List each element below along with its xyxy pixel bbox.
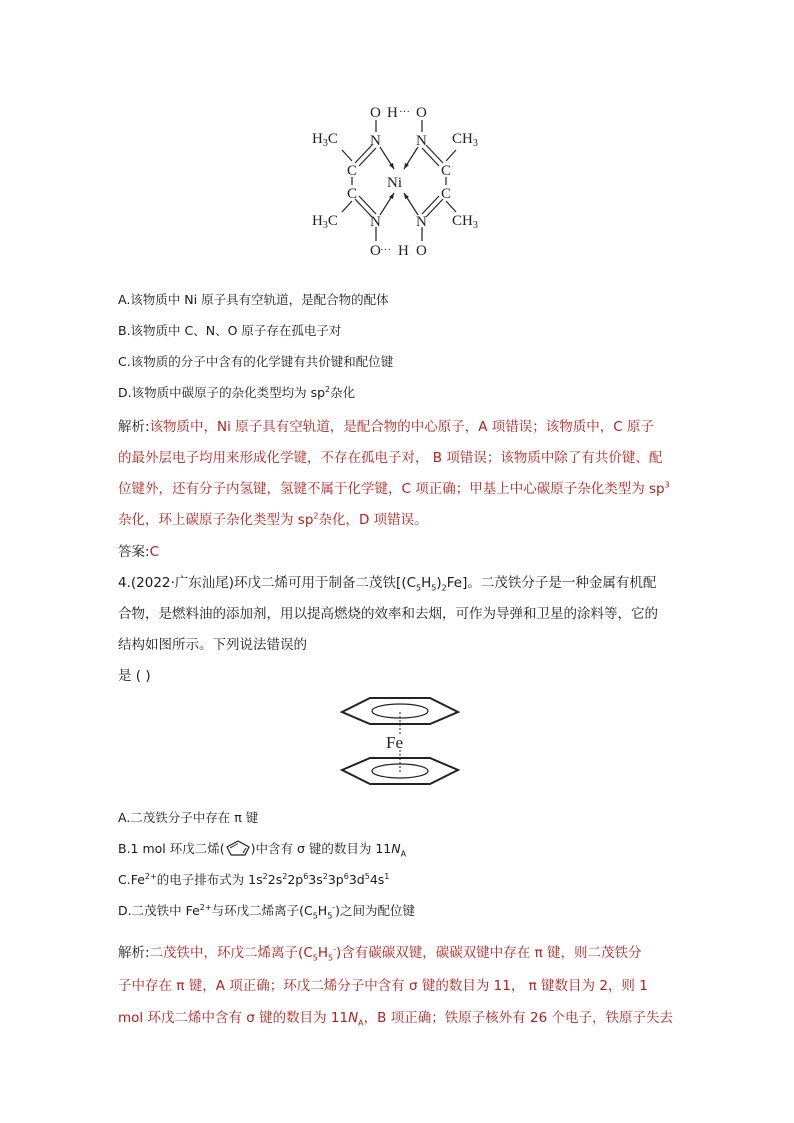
methyl-label: $H_3C$ <box>312 131 338 149</box>
analysis-line: 子中存在 π 键，A 项正确；环戊二烯分子中含有 σ 键的数目为 11， π 键数目为 2，则 1 <box>118 978 648 994</box>
methyl-label: $H_3C$ <box>312 213 338 231</box>
analysis-line: 解析:该物质中，Ni 原子具有空轨道，是配合物的中心原子，A 项错误；该物质中，C 原子 <box>118 419 654 435</box>
iron-label: Fe <box>386 733 403 752</box>
option-d: D.二茂铁中 $Fe^{2+}$与环戊二烯离子$(C_5H_5^-)$之间为配位键 <box>118 902 416 921</box>
atom-n: N <box>416 214 427 230</box>
atom-c: C <box>441 163 452 179</box>
question-4-stem: 合物，是燃料油的添加剂，用以提高燃烧的效率和去烟，可作为导弹和卫星的涂料等，它的 <box>118 606 658 622</box>
atom-n: N <box>416 133 427 149</box>
analysis-line: mol 环戊二烯中含有 σ 键的数目为 $11N_A$，B 项正确；铁原子核外有 26 个电子，铁原子失去 <box>118 1010 673 1028</box>
atom-o: O <box>370 243 381 259</box>
question-4-stem: 结构如图所示。下列说法错误的 <box>118 637 307 653</box>
analysis-line: 杂化，环上碳原子杂化类型为 $sp^2$杂化，D 项错误。 <box>118 511 428 528</box>
atom-o: O <box>416 243 427 259</box>
nickel-complex-structure <box>300 95 500 265</box>
question-4-stem: 是 ( ) <box>118 668 151 684</box>
analysis-line: 位键外，还有分子内氢键，氢键不属于化学键，C 项正确；甲基上中心碳原子杂化类型为 $sp^3$ <box>118 480 670 497</box>
atom-o: O <box>370 105 381 121</box>
analysis-line: 解析:二茂铁中，环戊二烯离子$(C_5H_5^-)$含有碳碳双键，碳碳双键中存在 π 键，则二茂铁分 <box>118 944 642 963</box>
option-c: $C.Fe^{2+}$的电子排布式为 $1s^22s^22p^63s^23p^63d^54s^1$ <box>118 871 390 887</box>
atom-ni: Ni <box>387 175 402 191</box>
hbond-dots: ··· <box>399 106 410 118</box>
option-a: A.该物质中 Ni 原子具有空轨道，是配合物的配体 <box>118 292 389 307</box>
atom-c: C <box>441 186 452 202</box>
analysis-line: 的最外层电子均用来形成化学键，不存在孤电子对， B 项错误；该物质中除了有共价键、配 <box>118 450 663 466</box>
hbond-dots: ··· <box>380 244 391 256</box>
option-b: B.该物质中 C、N、O 原子存在孤电子对 <box>118 323 342 338</box>
atom-h: H <box>387 105 398 121</box>
option-b: B.1 mol 环戊二烯( )中含有 σ 键的数目为 $11N_A$ <box>118 841 407 859</box>
question-4-stem: 4.(2022·广东汕尾)环戊二烯可用于制备二茂铁$[(C_5H_5)_2Fe]$。二茂铁分子是一种金属有机配 <box>118 575 657 593</box>
methyl-label: $CH_3$ <box>452 131 478 149</box>
atom-h: H <box>398 243 409 259</box>
atom-n: N <box>370 214 381 230</box>
atom-c: C <box>347 163 358 179</box>
atom-c: C <box>347 186 358 202</box>
atom-o: O <box>416 105 427 121</box>
option-d: D.该物质中碳原子的杂化类型均为 $sp^2$杂化 <box>118 384 356 400</box>
answer: 答案:C <box>118 544 159 560</box>
cyclopentadiene-icon <box>225 840 251 856</box>
ferrocene-structure <box>330 690 470 795</box>
atom-n: N <box>370 133 381 149</box>
methyl-label: $CH_3$ <box>452 213 478 231</box>
option-a: A.二茂铁分子中存在 π 键 <box>118 810 259 825</box>
option-c: C.该物质的分子中含有的化学键有共价键和配位键 <box>118 354 394 369</box>
